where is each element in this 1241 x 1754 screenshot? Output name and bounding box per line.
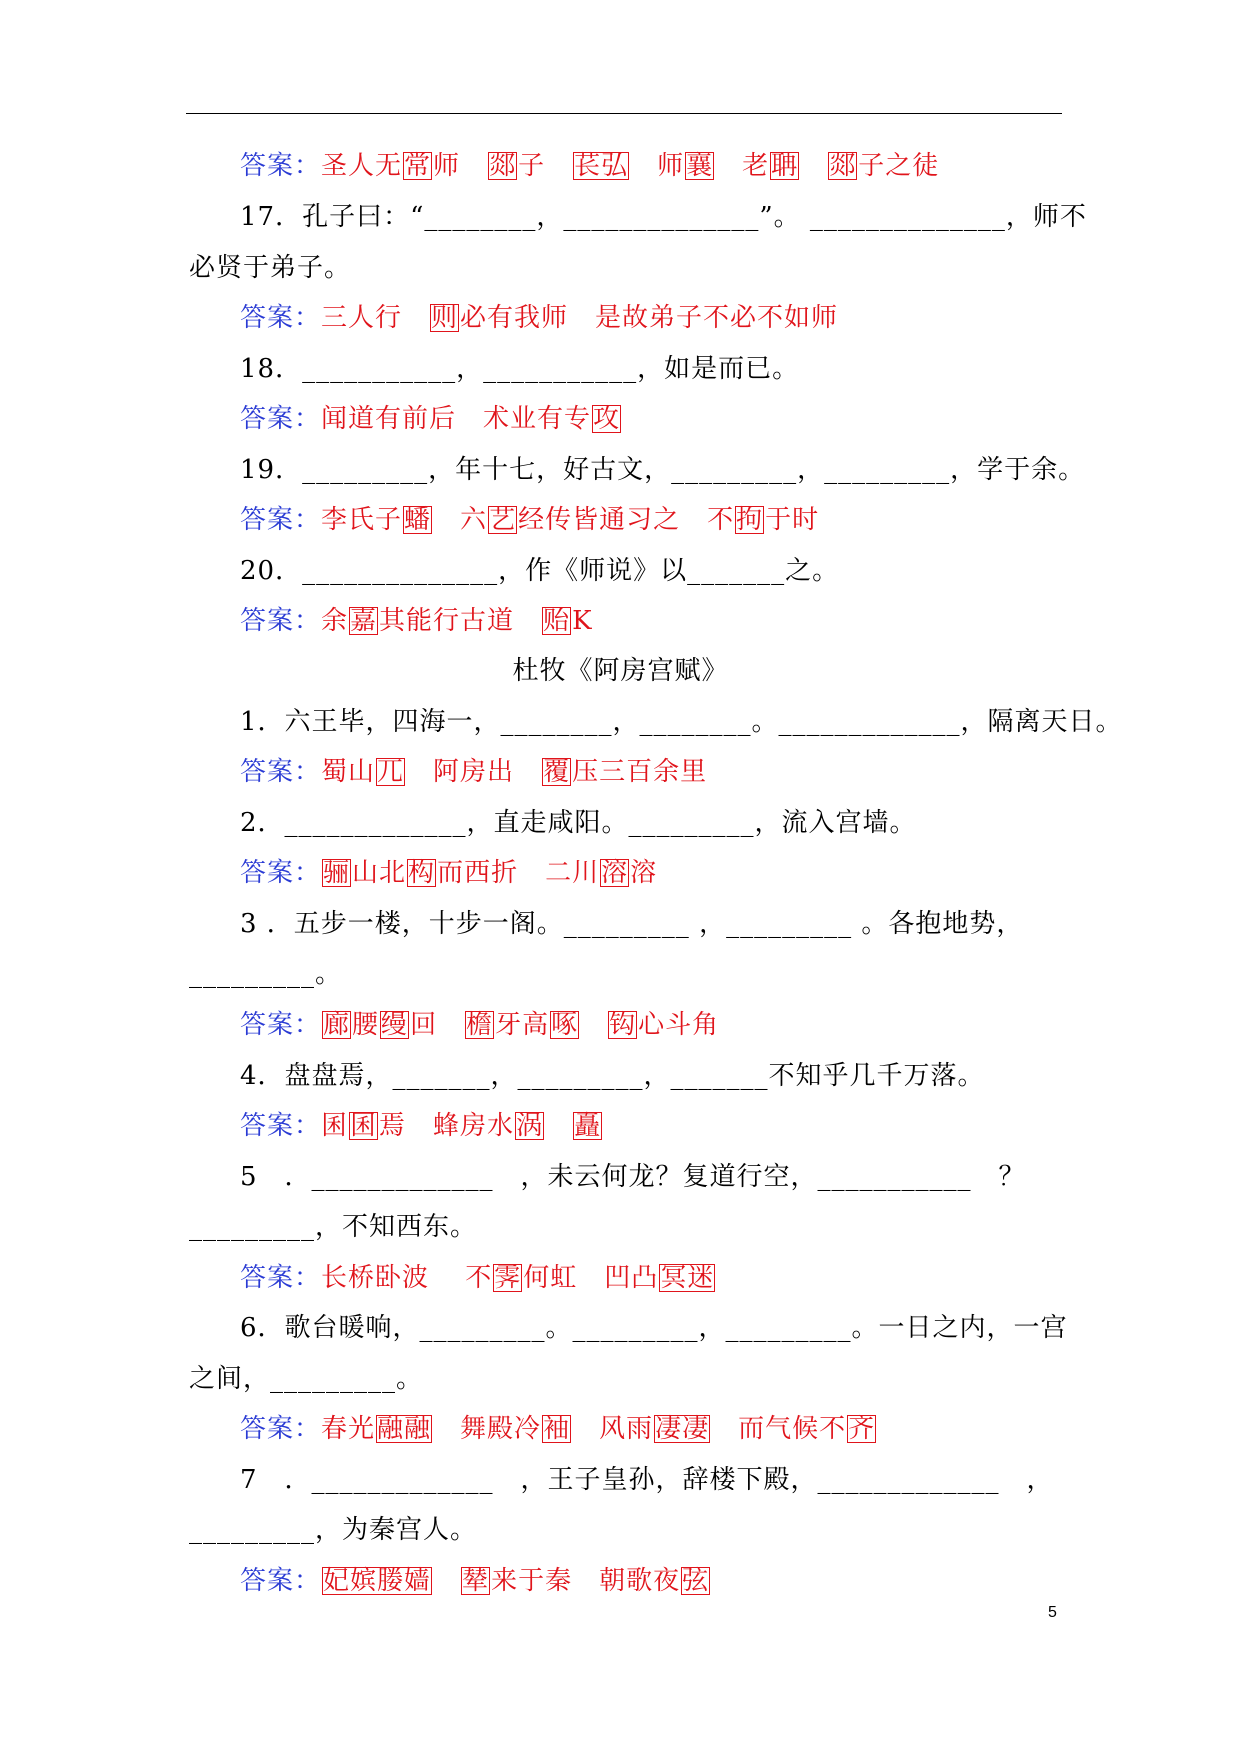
boxed-character: 骊 [323,858,351,888]
answer-label: 答案： [240,606,322,636]
question-line: 5 ．_____________ ，未云何龙？复道行空，___________ ？ [240,1162,1026,1192]
boxed-character: 常 [404,151,432,181]
answer-line [240,606,593,636]
boxed-character: 贻 [543,606,571,636]
question-line: 4．盘盘焉，_______，_________，_______不知乎几千万落。 [240,1061,985,1091]
boxed-character: 拘 [736,505,764,535]
section-heading: 杜牧《阿房宫赋》 [512,656,729,686]
answer-label: 答案： [240,1111,322,1141]
answer-text: 焉 蜂房水 [379,1111,515,1141]
answer-label: 答案： [240,505,322,535]
answer-text: 来于秦 朝歌夜 [491,1566,681,1596]
boxed-character: 弦 [682,1566,710,1596]
answer-text: 闻道有前后 术业有专 [321,404,592,434]
answer-text: 春光 [321,1414,376,1444]
page-number: 5 [1048,1604,1057,1621]
boxed-character: 襄 [686,151,714,181]
answer-text: 于时 [765,505,820,535]
answer-text: 溶 [630,858,658,888]
boxed-character: 涡 [516,1111,544,1141]
boxed-character: 檐 [466,1010,494,1040]
answer-label: 答案： [240,404,322,434]
answer-label: 答案： [240,1010,322,1040]
question-line: 17．孔子曰：“________，______________”。 ______________，师不 [240,202,1087,232]
question-line: 2．_____________，直走咸阳。_________，流入宫墙。 [240,808,917,838]
answer-text: 老 [715,151,770,181]
boxed-character: 构 [408,858,436,888]
answer-text: 必有我师 是故弟子不必不如师 [460,303,839,333]
answer-line [240,1010,719,1040]
answer-text: 师 [630,151,685,181]
question-continuation: _________，不知西东。 [189,1212,478,1242]
question-continuation: _________。 [189,959,343,989]
answer-text: 而气候不 [711,1414,847,1444]
answer-label: 答案： [240,1414,322,1444]
boxed-character: 郯 [489,151,517,181]
question-line: 19．_________，年十七，好古文，_________，_________，学于余。 [240,455,1086,485]
boxed-character: 攻 [593,404,621,434]
question-continuation: 之间，_________。 [189,1364,424,1394]
boxed-character: 缦 [381,1010,409,1040]
answer-line [240,1566,711,1596]
answer-text: 圣人无 [321,151,403,181]
boxed-character: 袖 [543,1414,571,1444]
answer-line [240,858,657,888]
question-line: 20．______________，作《师说》以_______之。 [240,556,840,586]
answer-text: 囷 [321,1111,349,1141]
answer-line [240,505,819,535]
answer-text [545,1111,572,1141]
answer-label: 答案： [240,151,322,181]
answer-text [800,151,827,181]
boxed-character: 妃嫔媵嫱 [323,1566,432,1596]
answer-text: K [572,606,593,636]
boxed-character: 冥迷 [660,1263,715,1293]
answer-text: 六 [433,505,488,535]
answer-label: 答案： [240,757,322,787]
boxed-character: 凄凄 [655,1414,710,1444]
answer-text: 而西折 二川 [437,858,600,888]
question-line: 18．___________，___________，如是而已。 [240,354,800,384]
boxed-character: 矗 [574,1111,602,1141]
answer-text: 腰 [352,1010,380,1040]
boxed-character: 溶 [601,858,629,888]
answer-text: 师 [433,151,488,181]
boxed-character: 苌弘 [574,151,629,181]
answer-text: 阿房出 [406,757,542,787]
boxed-character: 啄 [551,1010,579,1040]
question-line: 6．歌台暖响，_________。_________，_________。一日之内，一宫 [240,1313,1068,1343]
answer-line [240,1263,716,1293]
answer-line [240,1414,877,1444]
boxed-character: 融融 [377,1414,432,1444]
answer-text: 其能行古道 [379,606,542,636]
question-line: 1．六王毕，四海一，________，________。_____________，隔离天日。 [240,707,1123,737]
boxed-character: 蟠 [404,505,432,535]
boxed-character: 钩 [609,1010,637,1040]
answer-line [240,404,622,434]
answer-text: 回 [410,1010,465,1040]
boxed-character: 则 [431,303,459,333]
answer-label: 答案： [240,1566,322,1596]
question-continuation: _________，为秦宫人。 [189,1515,478,1545]
answer-line [240,757,707,787]
answer-line [240,303,838,333]
boxed-character: 齐 [848,1414,876,1444]
boxed-character: 囷 [350,1111,378,1141]
question-line: 3 ．五步一楼，十步一阁。_________ ，_________ 。各抱地势， [240,909,1024,939]
answer-text: 压三百余里 [572,757,708,787]
answer-text: 牙高 [495,1010,550,1040]
answer-text: 心斗角 [638,1010,720,1040]
answer-label: 答案： [240,1263,322,1293]
boxed-character: 嘉 [350,606,378,636]
answer-text: 舞殿冷 [433,1414,542,1444]
boxed-character: 廊 [323,1010,351,1040]
answer-label: 答案： [240,858,322,888]
answer-text: 风雨 [572,1414,654,1444]
boxed-character: 郯 [829,151,857,181]
answer-text: 三人行 [321,303,430,333]
answer-label: 答案： [240,303,322,333]
answer-text [433,1566,460,1596]
answer-text [580,1010,607,1040]
answer-text: 经传皆通习之 不 [518,505,735,535]
boxed-character: 兀 [377,757,405,787]
answer-text: 余 [321,606,349,636]
answer-text: 何虹 凹凸 [523,1263,659,1293]
boxed-character: 辇 [462,1566,490,1596]
question-continuation: 必贤于弟子。 [189,253,352,283]
boxed-character: 覆 [543,757,571,787]
answer-text: 蜀山 [321,757,376,787]
answer-line [240,1111,603,1141]
boxed-character: 艺 [489,505,517,535]
answer-text: 子 [518,151,573,181]
answer-line [240,151,939,181]
answer-text: 子之徒 [858,151,940,181]
answer-text: 李氏子 [321,505,403,535]
boxed-character: 聃 [771,151,799,181]
header-rule [186,113,1062,114]
answer-text: 长桥卧波 不 [321,1263,493,1293]
question-line: 7 ．_____________ ，王子皇孙，辞楼下殿，_____________ ， [240,1465,1054,1495]
answer-text: 山北 [352,858,407,888]
boxed-character: 霁 [494,1263,522,1293]
